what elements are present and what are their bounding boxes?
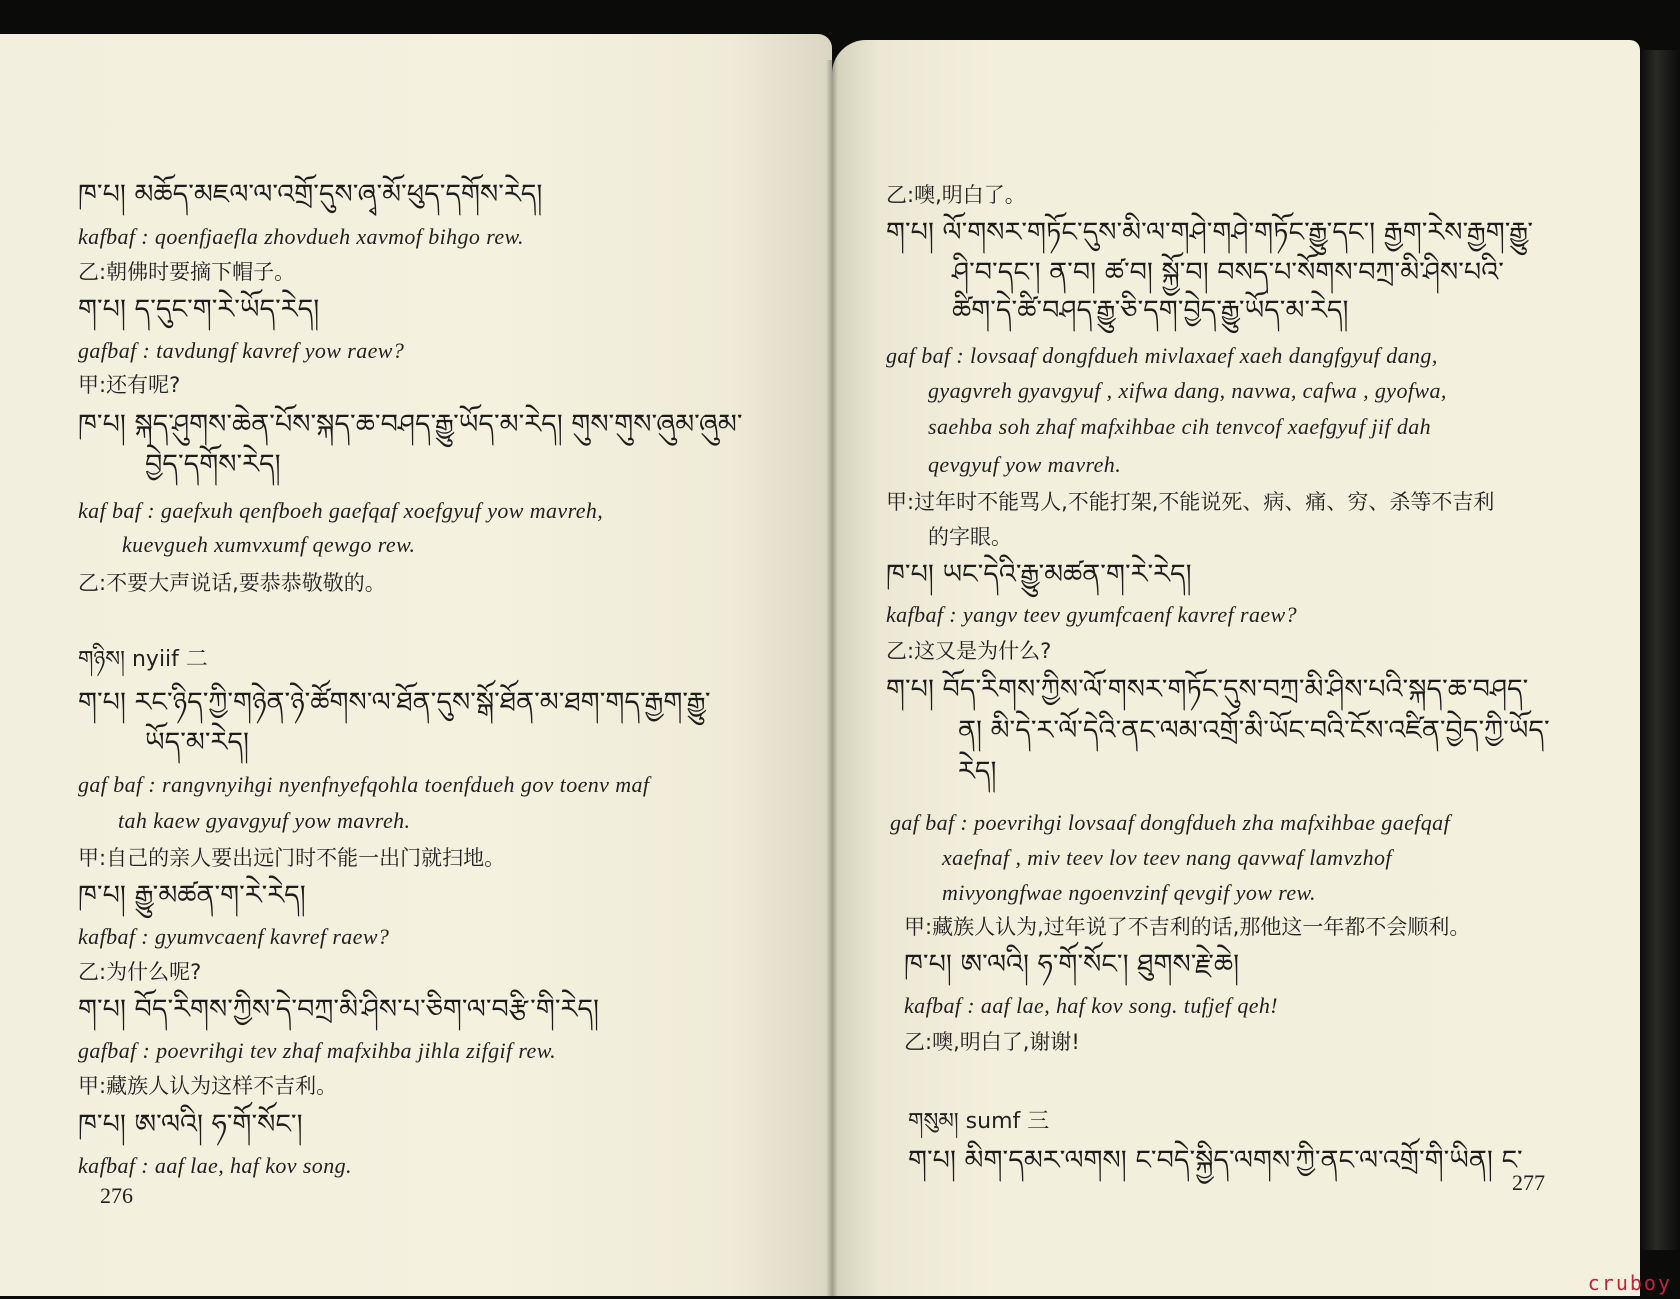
tibetan-line: ན། མི་དེ་ར་ལོ་དེའི་ནང་ལམ་འགྲོ་མི་ཡོང་བའི་ངོས་འཛིན་བྱེད་ཀྱི་ཡོད་: [958, 715, 1550, 746]
tibetan-line: ཁ་པ། ཨ་ལའི། ཧ་གོ་སོང་། ཐུགས་རྗེ་ཆེ།: [904, 949, 1240, 980]
watermark-text: cruboy: [1587, 1271, 1672, 1295]
tibetan-line: ཚིག་དེ་ཚི་བཤད་རྒྱུ་ཅི་དག་བྱེད་རྒྱུ་ཡོད་མ་རེད།: [952, 295, 1349, 326]
romanized-line: gafbaf : tavdungf kavref yow raew?: [78, 338, 405, 363]
romanized-line: tah kaew gyavgyuf yow mavreh.: [118, 808, 411, 833]
tibetan-line: ག་པ། བོད་རིགས་ཀྱིས་དེ་བཀྲ་མི་ཤིས་པ་ཅིག་ལ་བརྩི་གི་རེད།: [78, 994, 599, 1025]
romanized-line: kafbaf : yangv teev gyumfcaenf kavref raew?: [886, 602, 1298, 627]
tibetan-line: ག་པ། བོད་རིགས་ཀྱིས་ལོ་གསར་གཏོང་དུས་བཀྲ་མི་ཤིས་པའི་སྐད་ཆ་བཤད་: [886, 674, 1529, 705]
romanized-line: kaf baf : gaefxuh qenfboeh gaefqaf xoefgyuf yow mavreh,: [78, 498, 604, 523]
page-number: 277: [1512, 1170, 1545, 1195]
chinese-line: 甲:还有呢?: [78, 373, 181, 397]
tibetan-line: ཡོད་མ་རེད།: [145, 727, 249, 758]
romanized-line: kafbaf : aaf lae, haf kov song.: [78, 1153, 352, 1178]
romanized-line: gyagvreh gyavgyuf , xifwa dang, navwa, cafwa , gyofwa,: [928, 378, 1447, 403]
romanized-line: gaf baf : rangvnyihgi nyenfnyefqohla toenfdueh gov toenv maf: [78, 772, 650, 797]
tibetan-line: ཁ་པ། ཨ་ལའི། ཧ་གོ་སོང་།: [78, 1109, 303, 1140]
tibetan-line: ག་པ། ལོ་གསར་གཏོང་དུས་མི་ལ་གཤེ་གཤེ་གཏོང་རྒྱུ་དང་། རྒྱག་རེས་རྒྱག་རྒྱུ་: [886, 217, 1533, 248]
section-heading: གཉིས། nyiif 二: [78, 647, 208, 672]
romanized-line: xaefnaf , miv teev lov teev nang qavwaf lamvzhof: [942, 845, 1392, 870]
chinese-line: 甲:自己的亲人要出远门时不能一出门就扫地。: [78, 846, 506, 870]
romanized-line: kafbaf : aaf lae, haf kov song. tufjef qeh!: [904, 993, 1279, 1018]
romanized-line: kafbaf : gyumvcaenf kavref raew?: [78, 924, 390, 949]
chinese-line: 甲:过年时不能骂人,不能打架,不能说死、病、痛、穷、杀等不吉利: [886, 490, 1495, 514]
tibetan-line: ག་པ། ད་དུང་ག་རེ་ཡོད་རེད།: [78, 294, 320, 325]
romanized-line: saehba soh zhaf mafxihbae cih tenvcof xaefgyuf jif dah: [928, 414, 1432, 439]
romanized-line: kuevgueh xumvxumf qewgo rew.: [122, 532, 416, 557]
tibetan-line: ཤི་བ་དང་། ན་བ། ཚ་བ། སྐྱོ་བ། བསད་པ་སོགས་བཀྲ་མི་ཤིས་པའི་: [952, 257, 1504, 288]
section-heading: གསུམ། sumf 三: [908, 1109, 1050, 1134]
romanized-line: gaf baf : poevrihgi lovsaaf dongfdueh zha mafxihbae gaefqaf: [890, 810, 1451, 835]
chinese-line: 的字眼。: [928, 525, 1012, 549]
tibetan-line: བྱེད་དགོས་རེད།: [145, 449, 281, 480]
tibetan-line: ཁ་པ། ཡང་དེའི་རྒྱུ་མཚན་ག་རེ་རེད།: [886, 559, 1192, 590]
chinese-line: 乙:为什么呢?: [78, 960, 202, 984]
chinese-line: 乙:噢,明白了,谢谢!: [904, 1030, 1080, 1054]
chinese-line: 乙:不要大声说话,要恭恭敬敬的。: [78, 571, 386, 595]
romanized-line: qevgyuf yow mavreh.: [928, 452, 1122, 477]
tibetan-line: ཁ་པ། སྐད་ཤུགས་ཆེན་པོས་སྐད་ཆ་བཤད་རྒྱུ་ཡོད་མ་རེད། གུས་གུས་ཞུམ་ཞུམ་: [78, 409, 743, 440]
romanized-line: gaf baf : lovsaaf dongfdueh mivlaxaef xaeh dangfgyuf dang,: [886, 343, 1438, 368]
book-gutter: [826, 60, 838, 1296]
tibetan-line: ག་པ། རང་ཉིད་ཀྱི་གཉེན་ཉེ་ཚོགས་ལ་ཐོན་དུས་སྒོ་ཐོན་མ་ཐག་གད་རྒྱག་རྒྱུ་: [78, 687, 711, 718]
tibetan-line: ཁ་པ། མཆོད་མཇལ་ལ་འགྲོ་དུས་ཞྭ་མོ་ཕུད་དགོས་རེད།: [78, 179, 543, 210]
romanized-line: kafbaf : qoenfjaefla zhovdueh xavmof bihgo rew.: [78, 224, 524, 249]
tibetan-line: ག་པ། མིག་དམར་ལགས། ང་བདེ་སྐྱིད་ལགས་ཀྱི་ནང་ལ་འགྲོ་གི་ཡིན། ང་: [908, 1145, 1523, 1176]
page-number: 276: [100, 1183, 133, 1208]
romanized-line: gafbaf : poevrihgi tev zhaf mafxihba jihla zifgif rew.: [78, 1038, 557, 1063]
tibetan-line: ཁ་པ། རྒྱུ་མཚན་ག་རེ་རེད།: [78, 880, 306, 911]
romanized-line: mivyongfwae ngoenvzinf qevgif yow rew.: [942, 880, 1316, 905]
chinese-line: 乙:这又是为什么?: [886, 639, 1052, 663]
chinese-line: 甲:藏族人认为,过年说了不吉利的话,那他这一年都不会顺利。: [904, 915, 1471, 939]
chinese-line: 乙:朝佛时要摘下帽子。: [78, 260, 296, 284]
chinese-line: 甲:藏族人认为这样不吉利。: [78, 1074, 338, 1098]
page-edge: [1640, 50, 1680, 1250]
tibetan-line: རེད།: [958, 756, 997, 787]
chinese-line: 乙:噢,明白了。: [886, 183, 1026, 207]
